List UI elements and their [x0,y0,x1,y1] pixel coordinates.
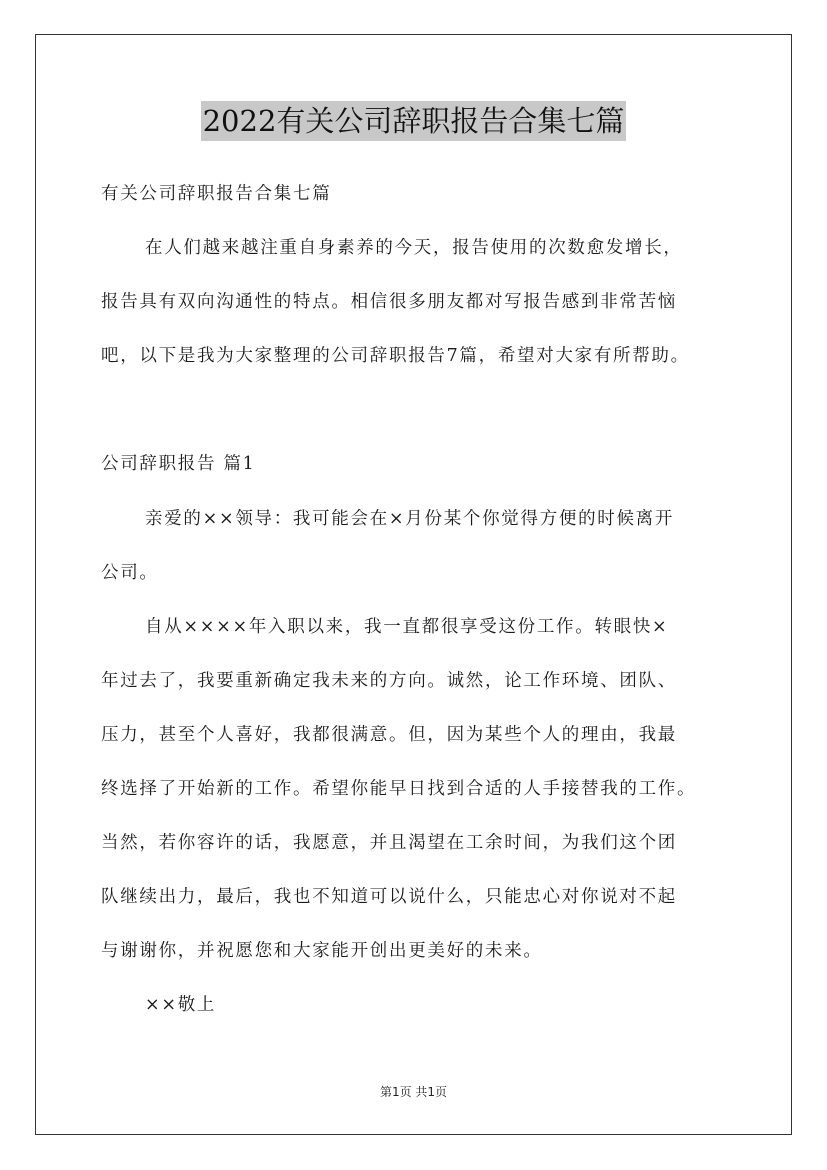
document-title: 2022有关公司辞职报告合集七篇 [201,101,627,141]
title-container [0,101,827,141]
page-footer: 第1页 共1页 [379,1085,448,1099]
section-heading: 公司辞职报告 篇1 [101,454,256,474]
para2-line-3: 压力，甚至个人喜好，我都很满意。但，因为某些个人的理由，我最 [101,725,677,745]
para2-line-1: 自从××××年入职以来，我一直都很享受这份工作。转眼快× [145,617,669,637]
para1-line-1: 亲爱的××领导：我可能会在×月份某个你觉得方便的时候离开 [145,509,675,529]
document-subtitle: 有关公司辞职报告合集七篇 [101,184,332,204]
para1-line-2: 公司。 [101,563,159,583]
para2-line-2: 年过去了，我要重新确定我未来的方向。诚然，论工作环境、团队、 [101,671,677,691]
para2-line-6: 队继续出力，最后，我也不知道可以说什么，只能忠心对你说对不起 [101,887,677,907]
para2-line-4: 终选择了开始新的工作。希望你能早日找到合适的人手接替我的工作。 [101,779,697,799]
intro-line-1: 在人们越来越注重自身素养的今天，报告使用的次数愈发增长， [145,238,683,258]
intro-line-2: 报告具有双向沟通性的特点。相信很多朋友都对写报告感到非常苦恼 [101,292,677,312]
intro-line-3: 吧，以下是我为大家整理的公司辞职报告7篇，希望对大家有所帮助。 [101,346,690,366]
para2-line-5: 当然，若你容许的话，我愿意，并且渴望在工余时间，为我们这个团 [101,833,677,853]
sign-off: ××敬上 [145,995,217,1015]
para2-line-7: 与谢谢你，并祝愿您和大家能开创出更美好的未来。 [101,941,543,961]
